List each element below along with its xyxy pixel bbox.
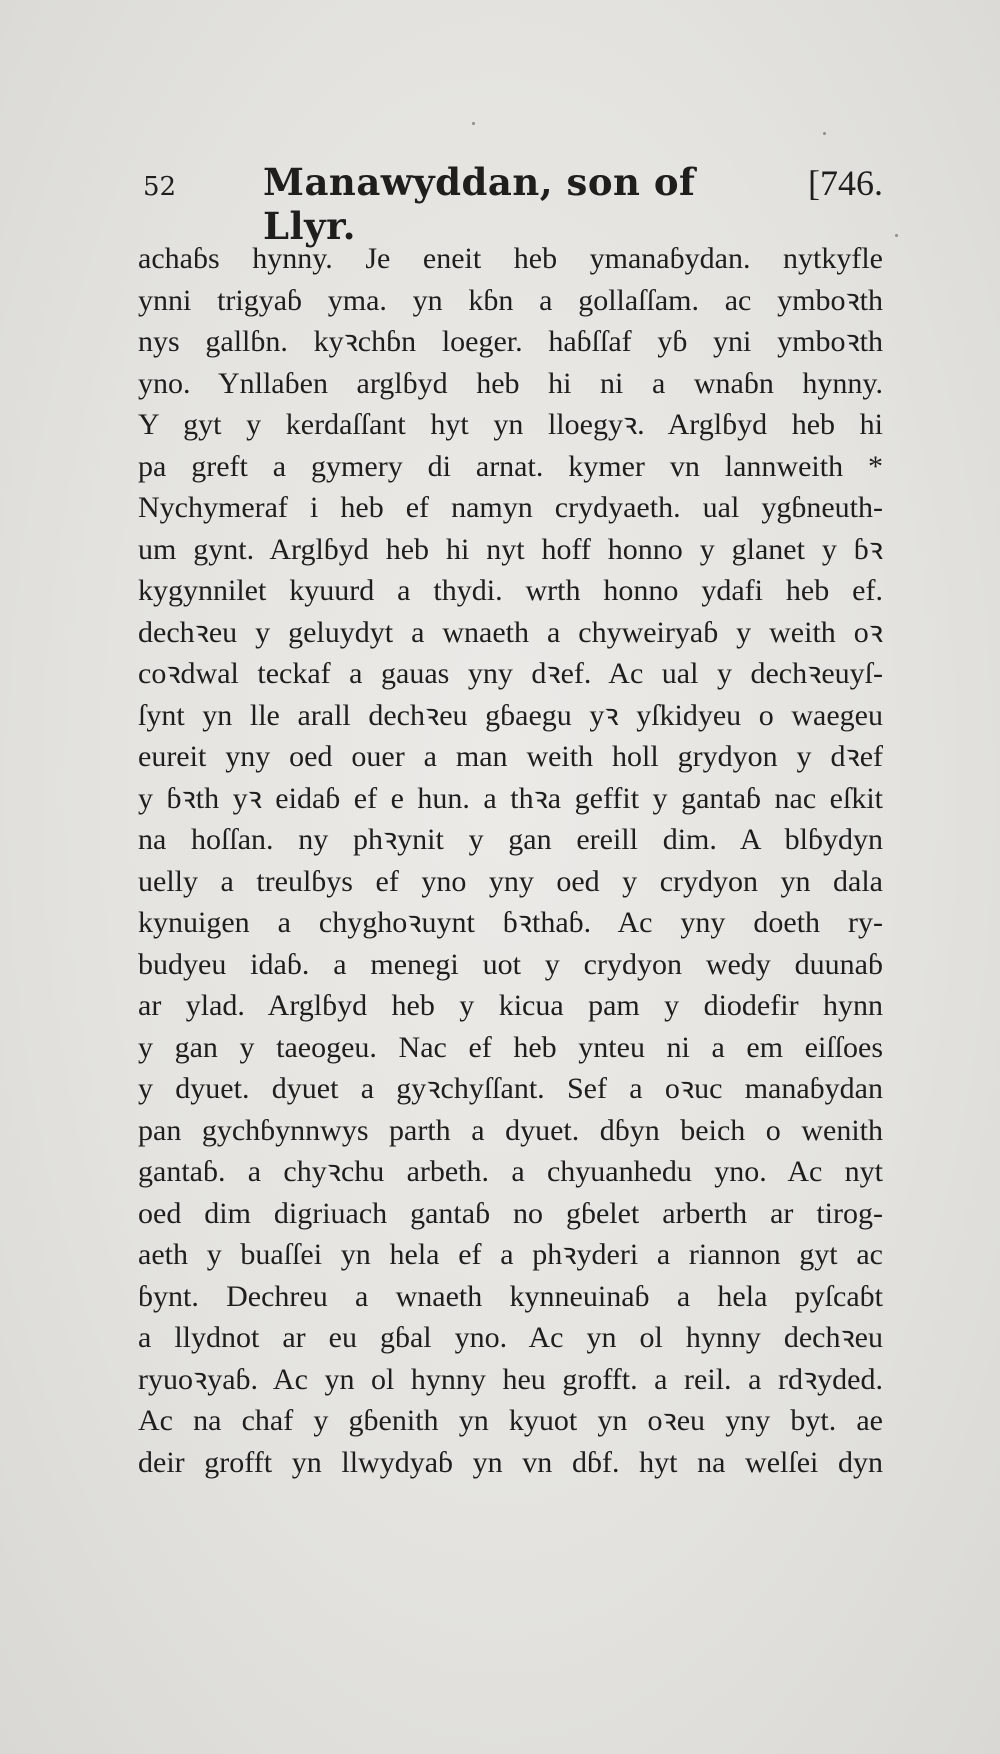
text-line: deir grofft yn llwydyaɓ yn vn dɓf. hyt na welſei dyn [138,1445,883,1479]
text-line: ɓynt. Dechreu a wnaeth kynneuinaɓ a hela pyſcaɓt [138,1279,883,1313]
paper-speck [895,234,898,237]
running-title: Manawyddan, son of Llyr. [263,160,696,248]
text-line: aeth y buaſſei yn hela ef a phꝛyderi a riannon gyt ac [138,1238,883,1271]
paper-speck [472,122,475,125]
text-line: Y gyt y kerdaſſant hyt yn lloegyꝛ. Arglɓyd heb hi [138,408,883,441]
text-line: achaɓs hynny. Je eneit heb ymanaɓydan. nytkyfle [138,242,883,275]
text-line: ynni trigyaɓ yma. yn kɓn a gollaſſam. ac ymboꝛth [138,283,883,317]
text-line: y gan y taeogeu. Nac ef heb ynteu ni a em eiſſoes [138,1030,883,1064]
text-line: uelly a treulɓys ef yno yny oed y crydyon yn dala [138,864,883,898]
section-reference: [746. [808,163,883,203]
text-line: oed dim digriuach gantaɓ no gɓelet arberth ar tirog- [138,1196,883,1230]
text-line: coꝛdwal teckaf a gauas yny dꝛef. Ac ual y dechꝛeuyſ- [138,657,883,690]
text-line: gantaɓ. a chyꝛchu arbeth. a chyuanhedu yno. Ac nyt [138,1155,883,1188]
text-line: eureit yny oed ouer a man weith holl grydyon y dꝛef [138,740,883,773]
text-line: y dyuet. dyuet a gyꝛchyſſant. Sef a oꝛuc manaɓydan [138,1072,883,1105]
text-line: nys gallɓn. kyꝛchɓn loeger. haɓſſaf yɓ yni ymboꝛth [138,325,883,358]
text-line: ryuoꝛyaɓ. Ac yn ol hynny heu grofft. a reil. a rdꝛyded. [138,1362,883,1396]
text-line: y ɓꝛth yꝛ eidaɓ ef e hun. a thꝛa geffit y gantaɓ nac eſkit [138,781,883,815]
text-line: ar ylad. Arglɓyd heb y kicua pam y diodefir hynn [138,989,883,1022]
text-line: yno. Ynllaɓen arglɓyd heb hi ni a wnaɓn hynny. [138,366,883,400]
text-line: a llydnot ar eu gɓal yno. Ac yn ol hynny dechꝛeu [138,1321,883,1354]
text-line: Ac na chaf y gɓenith yn kyuot yn oꝛeu yny byt. ae [138,1404,883,1437]
text-line: um gynt. Arglɓyd heb hi nyt hoff honno y glanet y ɓꝛ [138,532,883,566]
text-line: kynuigen a chyghoꝛuynt ɓꝛthaɓ. Ac yny doeth ry- [138,906,883,939]
body-text [138,238,883,1483]
text-line: dechꝛeu y geluydyt a wnaeth a chyweiryaɓ y weith oꝛ [138,615,883,649]
text-line: Nychymeraf i heb ef namyn crydyaeth. ual ygɓneuth- [138,491,883,524]
text-line: ſynt yn lle arall dechꝛeu gɓaegu yꝛ yſkidyeu o waegeu [138,698,883,732]
page-number: 52 [143,172,177,202]
text-line: pan gychɓynnwys parth a dyuet. dɓyn beich o wenith [138,1113,883,1147]
paper-speck [823,132,826,135]
text-line: na hoſſan. ny phꝛynit y gan ereill dim. A blɓydyn [138,823,883,856]
text-line: kygynnilet kyuurd a thydi. wrth honno ydafi heb ef. [138,574,883,607]
text-line: pa greft a gymery di arnat. kymer vn lannweith * [138,449,883,483]
text-line: budyeu idaɓ. a menegi uot y crydyon wedy duunaɓ [138,947,883,981]
page-header [143,160,883,248]
